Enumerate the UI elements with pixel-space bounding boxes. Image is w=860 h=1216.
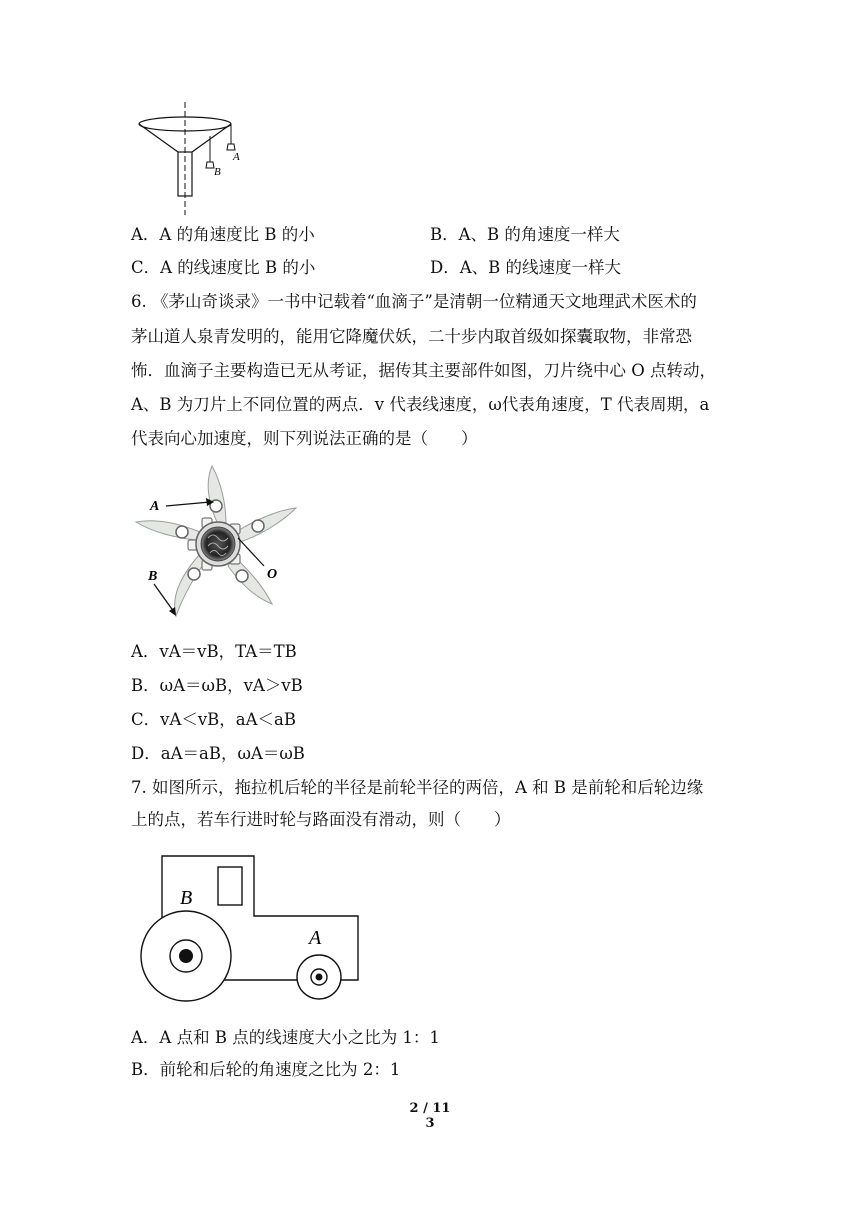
q6-option-a: A．vA＝vB，TA＝TB xyxy=(131,642,297,661)
q7-option-a: A．A 点和 B 点的线速度大小之比为 1：1 xyxy=(131,1028,440,1047)
q5-option-a: A．A 的角速度比 B 的小 xyxy=(131,225,315,244)
label-b: B xyxy=(180,887,193,909)
q5-option-c: C．A 的线速度比 B 的小 xyxy=(131,258,316,277)
q6-option-b: B．ωA＝ωB，vA＞vB xyxy=(131,676,303,695)
page-number: 2 / 11 xyxy=(409,1101,451,1116)
label-a: A xyxy=(233,151,240,163)
q5-option-d: D．A、B 的线速度一样大 xyxy=(430,258,622,277)
q7-stem-line-1: 7. 如图所示，拖拉机后轮的半径是前轮半径的两倍，A 和 B 是前轮和后轮边缘 xyxy=(131,778,704,797)
funnel-figure xyxy=(130,100,260,215)
label-a: A xyxy=(150,499,160,514)
label-a: A xyxy=(309,927,322,949)
q6-option-c: C．vA＜vB，aA＜aB xyxy=(131,710,297,729)
q6-stem-line-4: A、B 为刀片上不同位置的两点．v 代表线速度，ω代表角速度，T 代表周期，a xyxy=(131,395,710,414)
tractor-figure xyxy=(138,852,364,1002)
label-o: O xyxy=(267,567,278,582)
q6-stem-line-5: 代表向心加速度，则下列说法正确的是（ ） xyxy=(131,429,478,448)
q6-stem-line-2: 茅山道人泉青发明的，能用它降魔伏妖，二十步内取首级如探囊取物，非常恐 xyxy=(131,327,692,346)
label-b: B xyxy=(148,569,158,584)
q5-option-b: B．A、B 的角速度一样大 xyxy=(430,225,620,244)
label-b: B xyxy=(214,166,221,178)
q7-option-b: B．前轮和后轮的角速度之比为 2：1 xyxy=(131,1060,401,1079)
q7-stem-line-2: 上的点，若车行进时轮与路面没有滑动，则（ ） xyxy=(131,810,511,829)
q6-option-d: D．aA＝aB，ωA＝ωB xyxy=(131,744,305,763)
blade-wheel-figure xyxy=(130,462,300,622)
q6-stem-line-3: 怖．血滴子主要构造已无从考证，据传其主要部件如图，刀片绕中心 O 点转动， xyxy=(131,361,717,380)
q6-stem-line-1: 6. 《茅山奇谈录》一书中记载着“血滴子”是清朝一位精通天文地理武术医术的 xyxy=(131,292,697,311)
page-sub-number: 3 xyxy=(425,1116,435,1131)
